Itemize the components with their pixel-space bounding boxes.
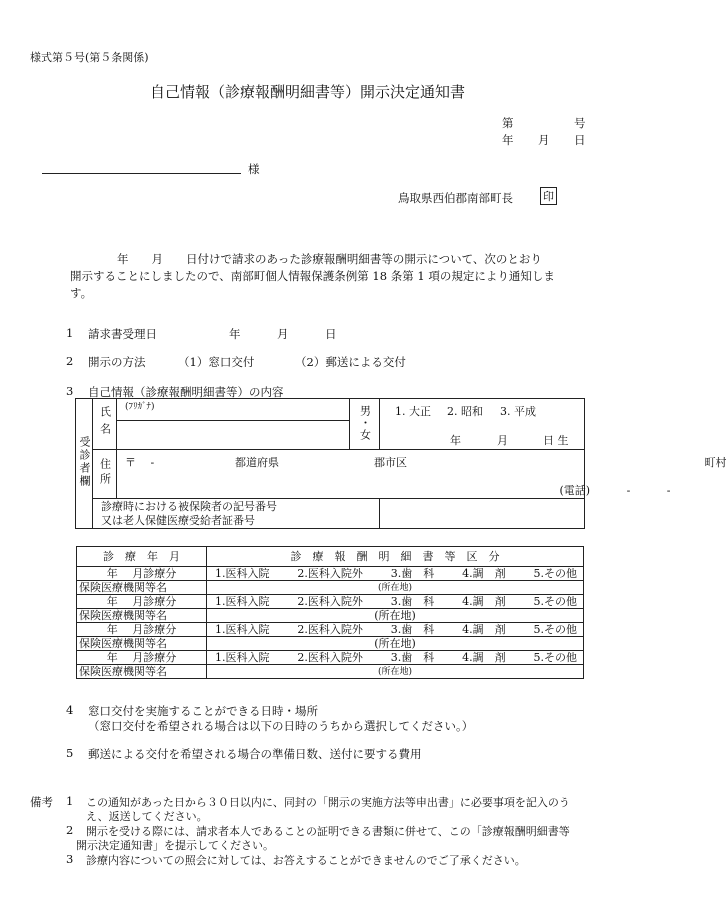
item4-line-1: 窓口交付を実施することができる日時・場所 xyxy=(88,704,318,718)
cat-other[interactable]: 5.その他 xyxy=(533,566,577,580)
page-title: 自己情報（診療報酬明細書等）開示決定通知書 xyxy=(150,83,466,101)
issuer: 鳥取県西伯郡南部町長 xyxy=(398,191,513,205)
item1-number: 1 xyxy=(66,326,74,340)
birth-month: 月 xyxy=(497,434,508,447)
cat-medical-inpatient[interactable]: 1.医科入院 xyxy=(215,622,270,636)
claims-month-1[interactable]: 年 月診療分 xyxy=(77,567,207,581)
patient-section-cell xyxy=(76,399,93,529)
claims-location-4[interactable]: (所在地) xyxy=(207,665,584,679)
claims-month-4[interactable]: 年 月診療分 xyxy=(77,651,207,665)
doc-number-suffix: 号 xyxy=(574,116,586,130)
cat-medical-outpatient[interactable]: 2.医科入院外 xyxy=(297,650,363,664)
cat-other[interactable]: 5.その他 xyxy=(533,594,577,608)
remark-2-number: 2 xyxy=(66,823,74,837)
item3-label: 自己情報（診療報酬明細書等）の内容 xyxy=(88,385,284,399)
city-label: 郡市区 xyxy=(374,456,407,469)
item4-number: 4 xyxy=(66,703,74,717)
address-cell[interactable] xyxy=(117,450,585,499)
item1-label: 請求書受理日 xyxy=(88,327,157,341)
item2-option-mail: （2）郵送による交付 xyxy=(295,355,406,369)
prefecture-label: 都道府県 xyxy=(235,456,279,469)
remark-2-line-2: 開示決定通知書」を提示してください。 xyxy=(76,839,274,852)
cat-other[interactable]: 5.その他 xyxy=(533,650,577,664)
claims-facility-2: 保険医療機関等名 xyxy=(77,609,207,623)
item2-option-window: （1）窓口交付 xyxy=(178,355,255,369)
cat-other[interactable]: 5.その他 xyxy=(533,622,577,636)
cat-pharmacy[interactable]: 4.調 剤 xyxy=(462,622,506,636)
form-number: 様式第５号(第５条関係) xyxy=(30,51,149,64)
item5-line-1: 郵送による交付を希望される場合の準備日数、送付に要する費用 xyxy=(88,747,422,761)
addressee-line xyxy=(42,173,241,174)
item3-number: 3 xyxy=(66,384,74,398)
date-day: 日 xyxy=(574,133,586,147)
cat-medical-outpatient[interactable]: 2.医科入院外 xyxy=(297,566,363,580)
insurer-label-1: 診療時における被保険者の記号番号 xyxy=(101,499,277,513)
insurer-number-cell[interactable] xyxy=(380,499,585,529)
item1-month: 月 xyxy=(277,327,289,341)
addressee-suffix: 様 xyxy=(248,162,260,176)
item4-line-2: （窓口交付を希望される場合は以下の日時のうちから選択してください。） xyxy=(88,719,474,733)
claims-facility-3: 保険医療機関等名 xyxy=(77,637,207,651)
cat-pharmacy[interactable]: 4.調 剤 xyxy=(462,594,506,608)
claims-location-2[interactable]: (所在地) xyxy=(207,609,584,623)
remark-3-number: 3 xyxy=(66,852,74,866)
claims-table xyxy=(76,546,584,679)
cat-medical-inpatient[interactable]: 1.医科入院 xyxy=(215,566,270,580)
cat-medical-inpatient[interactable]: 1.医科入院 xyxy=(215,594,270,608)
cat-dental[interactable]: 3.歯 科 xyxy=(390,566,435,580)
name-label-cell xyxy=(93,399,117,450)
doc-number-prefix: 第 xyxy=(502,116,514,130)
claims-month-3[interactable]: 年 月診療分 xyxy=(77,623,207,637)
name-label: 氏名 xyxy=(98,405,112,440)
seal: 印 xyxy=(540,187,557,205)
remark-1-line-1: この通知があった日から３０日以内に、同封の「開示の実施方法等申出書」に必要事項を記入のう xyxy=(86,796,570,809)
insurer-label-cell xyxy=(93,499,380,529)
era-heisei: 3. 平成 xyxy=(500,405,536,418)
name-input-cell[interactable] xyxy=(117,421,350,450)
item2-number: 2 xyxy=(66,354,74,368)
date-year: 年 xyxy=(502,133,514,147)
body-line-2: 開示することにしましたので、南部町個人情報保護条例第 18 条第 1 項の規定により通知しま xyxy=(70,269,555,283)
birth-year: 年 xyxy=(450,434,461,447)
body-line-3: す。 xyxy=(70,286,93,300)
remarks-label: 備考 xyxy=(30,795,53,809)
claims-header-category: 診 療 報 酬 明 細 書 等 区 分 xyxy=(207,547,584,567)
item5-number: 5 xyxy=(66,746,74,760)
era-taisho: 1. 大正 xyxy=(395,405,431,418)
claims-category-row-4[interactable] xyxy=(207,651,584,665)
cat-dental[interactable]: 3.歯 科 xyxy=(390,622,435,636)
remark-1-number: 1 xyxy=(66,794,74,808)
address-label: 住所 xyxy=(98,457,112,488)
cat-medical-outpatient[interactable]: 2.医科入院外 xyxy=(297,622,363,636)
phone-label: (電話) - - xyxy=(559,484,671,497)
cat-dental[interactable]: 3.歯 科 xyxy=(390,594,435,608)
birth-day: 日 生 xyxy=(543,434,569,447)
claims-location-3[interactable]: (所在地) xyxy=(207,637,584,651)
remark-3-line-1: 診療内容についての照会に対しては、お答えすることができませんのでご了承ください。 xyxy=(86,854,526,867)
cat-medical-outpatient[interactable]: 2.医科入院外 xyxy=(297,594,363,608)
furigana-cell[interactable] xyxy=(117,399,350,421)
town-label: 町村 xyxy=(704,456,727,469)
item1-year: 年 xyxy=(229,327,241,341)
claims-category-row-3[interactable] xyxy=(207,623,584,637)
remark-1-line-2: え、返送してください。 xyxy=(86,810,208,823)
patient-section-label: 受診者欄 xyxy=(78,436,91,488)
item2-label: 開示の方法 xyxy=(88,355,146,369)
claims-facility-1: 保険医療機関等名 xyxy=(77,581,207,595)
claims-location-1[interactable]: (所在地) xyxy=(207,581,584,595)
sex-cell[interactable] xyxy=(350,399,380,450)
sex-options: 男・女 xyxy=(358,404,372,441)
date-month: 月 xyxy=(538,133,550,147)
claims-month-2[interactable]: 年 月診療分 xyxy=(77,595,207,609)
furigana-label: (ﾌﾘｶﾞﾅ) xyxy=(125,402,155,412)
cat-dental[interactable]: 3.歯 科 xyxy=(390,650,435,664)
cat-medical-inpatient[interactable]: 1.医科入院 xyxy=(215,650,270,664)
claims-category-row-2[interactable] xyxy=(207,595,584,609)
postal-code: 〒 - xyxy=(125,456,155,469)
patient-table xyxy=(75,398,727,529)
claims-header-month: 診 療 年 月 xyxy=(77,547,207,567)
body-line-1: 年 月 日付けで請求のあった診療報酬明細書等の開示について、次のとおり xyxy=(117,252,542,266)
claims-category-row-1[interactable] xyxy=(207,567,584,581)
era-showa: 2. 昭和 xyxy=(447,405,483,418)
birthdate-cell[interactable] xyxy=(380,399,585,450)
insurer-label-2: 又は老人保健医療受給者証番号 xyxy=(101,513,255,527)
remark-2-line-1: 開示を受ける際には、請求者本人であることの証明できる書類に併せて、この「診療報酬明細書等 xyxy=(86,825,570,838)
address-label-cell xyxy=(93,450,117,499)
claims-facility-4: 保険医療機関等名 xyxy=(77,665,207,679)
cat-pharmacy[interactable]: 4.調 剤 xyxy=(462,650,506,664)
cat-pharmacy[interactable]: 4.調 剤 xyxy=(462,566,506,580)
item1-day: 日 xyxy=(325,327,337,341)
